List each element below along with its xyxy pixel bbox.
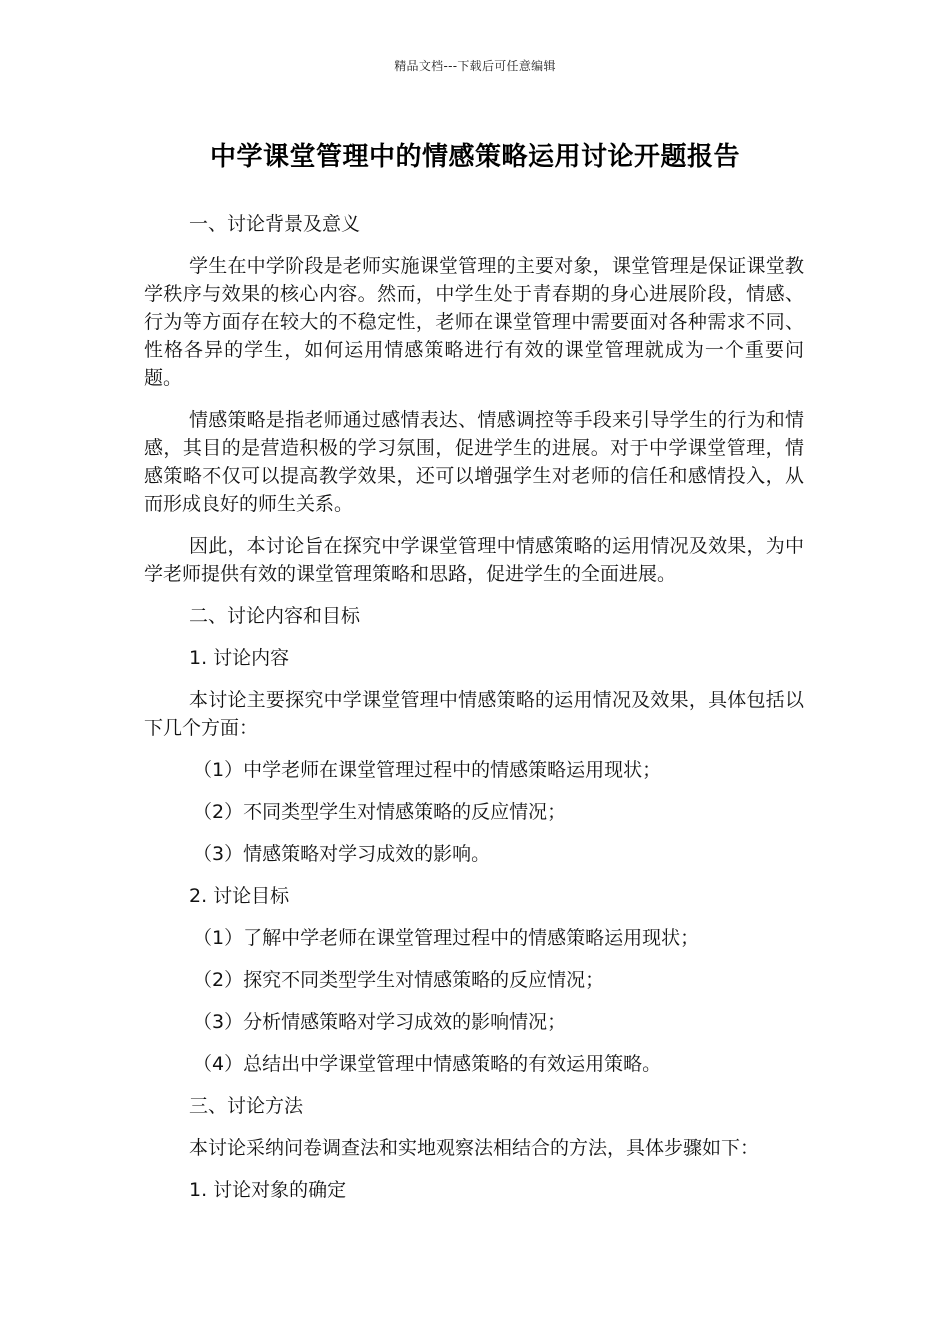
section-heading-background: 一、讨论背景及意义 <box>189 213 361 235</box>
list-item-goal-2: （2）探究不同类型学生对情感策略的反应情况； <box>193 969 605 991</box>
paragraph-content-intro: 本讨论主要探究中学课堂管理中情感策略的运用情况及效果，具体包括以下几个方面： <box>144 689 804 739</box>
list-item-goal-4: （4）总结出中学课堂管理中情感策略的有效运用策略。 <box>193 1053 662 1075</box>
section-heading-content-goals: 二、讨论内容和目标 <box>189 605 361 627</box>
list-item-goal-3: （3）分析情感策略对学习成效的影响情况； <box>193 1011 567 1033</box>
paragraph-methods-intro: 本讨论采纳问卷调查法和实地观察法相结合的方法，具体步骤如下： <box>189 1137 760 1159</box>
subheading-content: 1. 讨论内容 <box>189 647 290 669</box>
document-title: 中学课堂管理中的情感策略运用讨论开题报告 <box>209 142 740 172</box>
list-item-content-2: （2）不同类型学生对情感策略的反应情况； <box>193 801 567 823</box>
subheading-method-step-1: 1. 讨论对象的确定 <box>189 1179 347 1201</box>
list-item-goal-1: （1）了解中学老师在课堂管理过程中的情感策略运用现状； <box>193 927 700 949</box>
paragraph-background-2: 情感策略是指老师通过感情表达、情感调控等手段来引导学生的行为和情感，其目的是营造积极的学习氛围，促进学生的进展。对于中学课堂管理，情感策略不仅可以提高教学效果，还可以增强学生对老师的信任和感情投入，从而形成良好的师生关系。 <box>144 409 804 515</box>
subheading-goals: 2. 讨论目标 <box>189 885 290 907</box>
page-header-note: 精品文档---下载后可任意编辑 <box>394 59 556 73</box>
paragraph-background-1: 学生在中学阶段是老师实施课堂管理的主要对象，课堂管理是保证课堂教学秩序与效果的核心内容。然而，中学生处于青春期的身心进展阶段，情感、行为等方面存在较大的不稳定性，老师在课堂管理中需要面对各种需求不同、性格各异的学生，如何运用情感策略进行有效的课堂管理就成为一个重要问题。 <box>144 255 804 389</box>
paragraph-background-3: 因此，本讨论旨在探究中学课堂管理中情感策略的运用情况及效果，为中学老师提供有效的课堂管理策略和思路，促进学生的全面进展。 <box>144 535 804 585</box>
section-heading-methods: 三、讨论方法 <box>189 1095 304 1117</box>
document-body <box>144 210 804 1218</box>
list-item-content-3: （3）情感策略对学习成效的影响。 <box>193 843 491 865</box>
list-item-content-1: （1）中学老师在课堂管理过程中的情感策略运用现状； <box>193 759 662 781</box>
